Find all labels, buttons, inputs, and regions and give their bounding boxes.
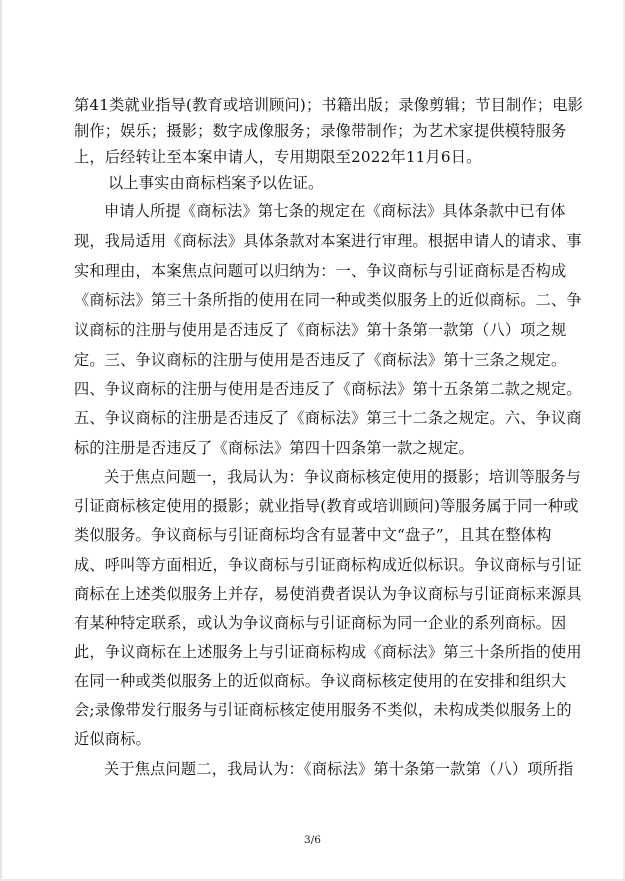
- text-line: 五、争议商标的注册是否违反了《商标法》第三十二条之规定。六、争议商: [74, 409, 582, 427]
- text-line: 关于焦点问题二，我局认为：《商标法》第十条第一款第（八）项所指: [104, 760, 574, 778]
- text-line: 《商标法》第三十条所指的使用在同一种或类似服务上的近似商标。二、争: [74, 291, 582, 309]
- page-number: 3/6: [304, 834, 321, 846]
- text-line: 制作；娱乐；摄影；数字成像服务；录像带制作；为艺术家提供模特服务: [74, 122, 567, 140]
- text-line: 类似服务。争议商标与引证商标均含有显著中文“盘子”，且其在整体构: [74, 526, 552, 544]
- text-line: 第41类就业指导(教育或培训顾问)；书籍出版；录像剪辑；节目制作；电影: [74, 96, 583, 114]
- text-line: 申请人所提《商标法》第七条的规定在《商标法》具体条款中已有体: [104, 202, 566, 220]
- text-line: 此，争议商标在上述服务上与引证商标构成《商标法》第三十条所指的使用: [74, 643, 582, 661]
- text-line: 实和理由，本案焦点问题可以归纳为：一、争议商标与引证商标是否构成: [74, 262, 567, 280]
- text-line: 关于焦点问题一，我局认为：争议商标核定使用的摄影；培训等服务与: [104, 468, 582, 486]
- text-line: 议商标的注册与使用是否违反了《商标法》第十条第一款第（八）项之规: [74, 321, 567, 339]
- text-line: 定。三、争议商标的注册与使用是否违反了《商标法》第十三条之规定。: [74, 351, 567, 369]
- text-line: 引证商标核定使用的摄影；就业指导(教育或培训顾问)等服务属于同一种或: [74, 497, 579, 515]
- text-line: 会;录像带发行服务与引证商标核定使用服务不类似，未构成类似服务上的: [74, 701, 572, 719]
- text-line: 标的注册是否违反了《商标法》第四十四条第一款之规定。: [74, 439, 475, 457]
- text-line: 成、呼叫等方面相近，争议商标与引证商标构成近似标识。争议商标与引证: [74, 556, 582, 574]
- text-line: 在同一种或类似服务上的近似商标。争议商标核定使用的在安排和组织大: [74, 672, 567, 690]
- scan-edge-left: [0, 0, 2, 881]
- text-line: 近似商标。: [74, 730, 151, 748]
- text-line: 上，后经转让至本案申请人，专用期限至2022年11月6日。: [74, 148, 482, 166]
- text-line: 商标在上述类似服务上并存，易使消费者误认为争议商标与引证商标来源具: [74, 585, 582, 603]
- text-line: 以上事实由商标档案予以佐证。: [108, 174, 324, 192]
- text-line: 现，我局适用《商标法》具体条款对本案进行审理。根据申请人的请求、事: [74, 232, 582, 250]
- text-line: 有某种特定联系，或认为争议商标与引证商标为同一企业的系列商标。因: [74, 614, 567, 632]
- text-line: 四、争议商标的注册与使用是否违反了《商标法》第十五条第二款之规定。: [74, 380, 582, 398]
